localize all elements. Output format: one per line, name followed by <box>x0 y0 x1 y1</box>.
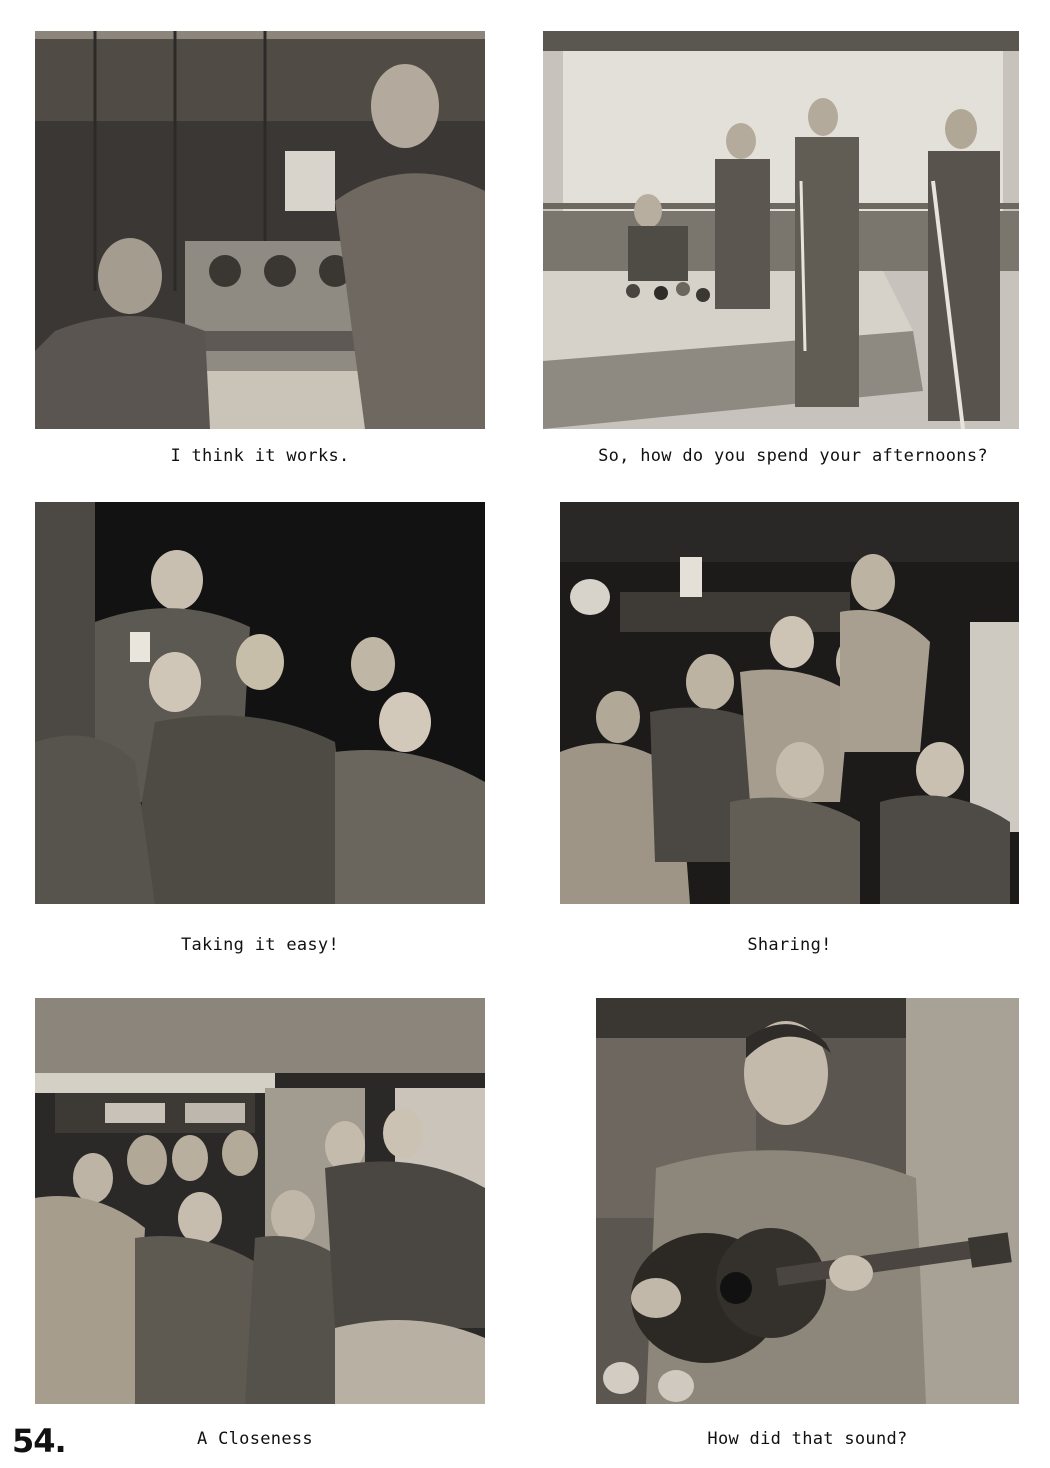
photo-peace-signs <box>35 502 485 904</box>
caption-4: Sharing! <box>747 935 832 955</box>
photo-pool-table <box>543 31 1019 429</box>
photo-sharing-drinks <box>560 502 1019 904</box>
caption-6: How did that sound? <box>707 1429 908 1449</box>
photo-group-seated <box>35 998 485 1404</box>
caption-5: A Closeness <box>197 1429 313 1449</box>
caption-2: So, how do you spend your afternoons? <box>598 446 988 466</box>
page-number: 54. <box>12 1422 66 1460</box>
photo-guitar-player <box>596 998 1019 1404</box>
caption-3: Taking it easy! <box>180 935 340 955</box>
caption-1: I think it works. <box>170 446 350 466</box>
photo-radio-operators <box>35 31 485 429</box>
